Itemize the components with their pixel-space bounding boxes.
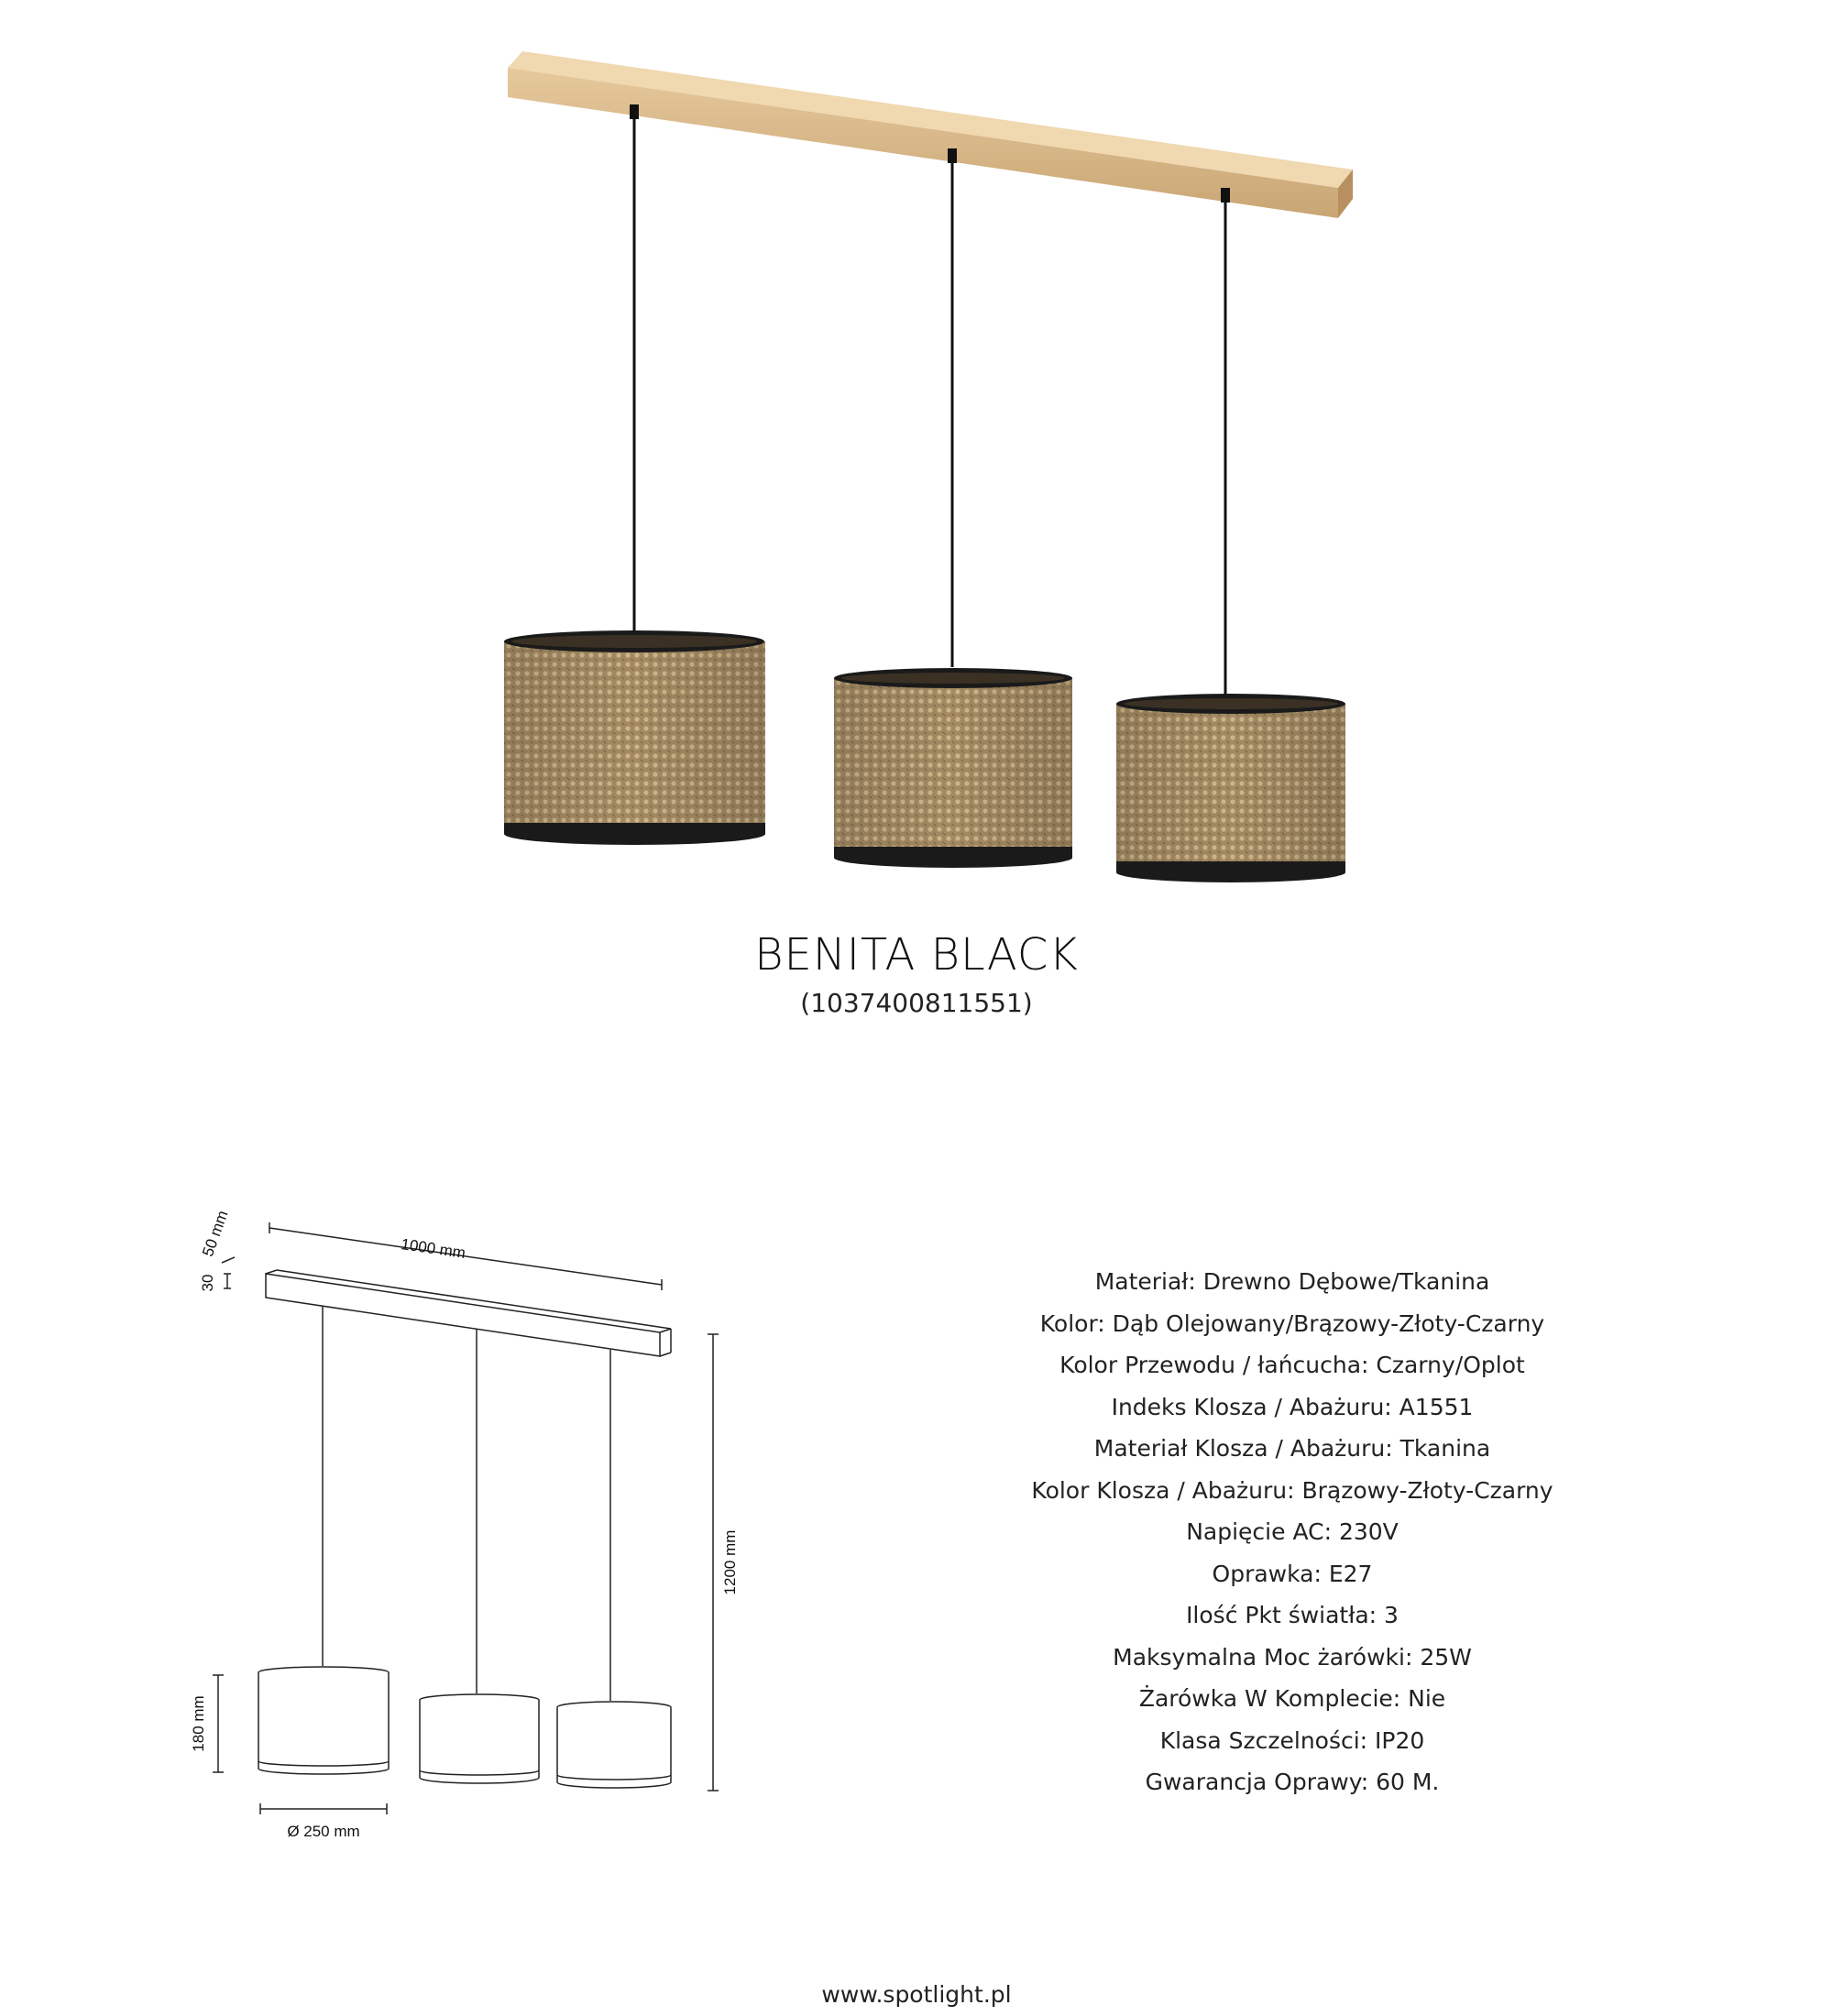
drawing-shade-1 (258, 1667, 389, 1774)
spec-item: Kolor Przewodu / łańcucha: Czarny/Oplot (1059, 1352, 1525, 1378)
spec-item: Materiał: Drewno Dębowe/Tkanina (1094, 1268, 1490, 1295)
dim-total-height: 1200 mm (721, 1529, 739, 1595)
drawing-shade-3 (557, 1702, 671, 1788)
spec-item: Gwarancja Oprawy: 60 M. (1145, 1769, 1440, 1795)
product-name: BENITA BLACK (754, 929, 1079, 981)
spec-item: Indeks Klosza / Abażuru: A1551 (1111, 1393, 1474, 1420)
product-photo (0, 0, 1833, 916)
dim-bar-depth: 50 mm (199, 1208, 232, 1259)
lamp-shade-3 (1116, 694, 1345, 882)
drawing-shade-2 (420, 1694, 539, 1783)
spec-item: Kolor: Dąb Olejowany/Brązowy-Złoty-Czarny (1039, 1309, 1545, 1337)
website-link[interactable]: www.spotlight.pl (821, 1981, 1012, 2008)
product-code: (1037400811551) (800, 988, 1033, 1018)
dim-bar-height: 30 (199, 1274, 216, 1292)
spec-item: Oprawka: E27 (1212, 1560, 1373, 1587)
spec-item: Maksymalna Moc żarówki: 25W (1113, 1643, 1472, 1671)
dim-shade-diameter: Ø 250 mm (287, 1823, 360, 1840)
spec-item: Napięcie AC: 230V (1186, 1518, 1399, 1545)
spec-item: Żarówka W Komplecie: Nie (1138, 1685, 1446, 1712)
spec-item: Kolor Klosza / Abażuru: Brązowy-Złoty-Czarny (1031, 1476, 1553, 1504)
spec-item: Ilość Pkt światła: 3 (1186, 1602, 1399, 1628)
spec-item: Klasa Szczelności: IP20 (1159, 1726, 1425, 1754)
dim-shade-height: 180 mm (190, 1695, 207, 1752)
dim-bar-width: 1000 mm (400, 1235, 467, 1263)
dimension-drawing (174, 1200, 761, 1842)
drawing-bar (266, 1274, 660, 1356)
pendant-cables (634, 110, 1225, 696)
spec-list (944, 1261, 1641, 1803)
lamp-shade-2 (834, 668, 1072, 868)
spec-item: Materiał Klosza / Abażuru: Tkanina (1093, 1435, 1491, 1462)
lamp-shade-1 (504, 630, 765, 845)
